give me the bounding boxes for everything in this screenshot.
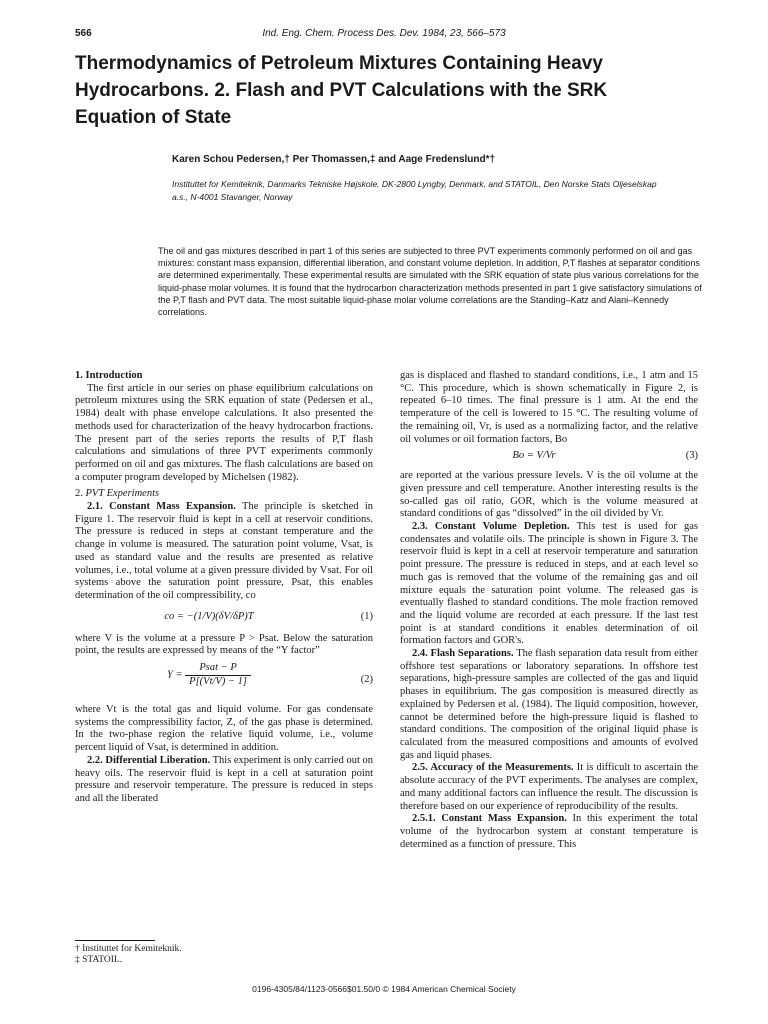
paragraph-text: It is difficult to ascertain the absolute accuracy of the PVT experiments. The analyses are complex, and many additional factors can influence the result. The discussion is therefore based on our experience of reproducibility of the results.: [400, 762, 699, 812]
left-column: [75, 370, 373, 806]
footnote-rule: [75, 940, 155, 941]
author-list: Karen Schou Pedersen,† Per Thomassen,‡ and Aage Fredenslund*†: [172, 154, 496, 165]
right-column: [400, 370, 698, 851]
footnote: † Instituttet for Kemiteknik.: [75, 944, 182, 954]
fraction-denominator: P[(Vt/V) − 1]: [189, 675, 247, 687]
subsection-heading: 2.4. Flash Separations.: [412, 648, 514, 660]
paragraph-text: This experiment is only carried out on heavy oils. The reservoir fluid is kept in a cell at saturation point pressure and reservoir temperature. The pressure is reduced in steps and all the liberated: [75, 754, 373, 804]
subsection-heading: 2.3. Constant Volume Depletion.: [412, 521, 570, 533]
paragraph-2-3: [400, 521, 698, 648]
paragraph-2-1: [75, 501, 373, 603]
copyright-footer: 0196-4305/84/1123-0566$01.50/0 © 1984 American Chemical Society: [252, 984, 516, 994]
equation-lhs: Y =: [166, 669, 183, 681]
paragraph-continued: gas is displaced and flashed to standard conditions, i.e., 1 atm and 15 °C. This procedure, which is shown schematically in Figure 2, is repeated 6–10 times. The final pressure is 1 atm. At the end the temperature of the cell is lowered to 15 °C. The resulting volume of the remaining oil, Vr, is used as a normalizing factor, and the relative oil volumes or oil formation factors, Bo: [400, 370, 698, 445]
running-header: [75, 28, 693, 44]
equation-number: (1): [360, 610, 373, 622]
equation-expression: [75, 662, 343, 688]
paragraph-text: The principle is sketched in Figure 1. The reservoir fluid is kept in a cell at reservoir conditions. The pressure is reduced in steps at constant temperature and the change in volume is measured. The saturation point volume, Vsat, is used as standard value and the results are presented as relative volumes, i.e., total volume at a given pressure divided by Vsat. For oil systems above the saturation point pressure, Psat, this enables determination of the oil compressibility, co: [75, 501, 373, 601]
fraction-numerator: Psat − P: [185, 662, 251, 676]
subsection-heading: 2.5. Accuracy of the Measurements.: [412, 762, 574, 774]
section-heading-introduction: 1. Introduction: [75, 370, 143, 381]
paragraph-2-4: [400, 648, 698, 762]
section-title: PVT Experiments: [85, 488, 160, 500]
intro-paragraph: The first article in our series on phase equilibrium calculations on petroleum mixtures using the SRK equation of state (Pedersen et al., 1984) dealt with phase envelope calculations. It also presented the methods used for characterization of the heavy hydrocarbon fractions. The present part of the series reports the results of P,T flash calculations and simulations of three PVT experiments commonly performed on oil and gas mixtures. The flash calculations are based on a computer program developed by Michelsen (1982).: [75, 382, 373, 483]
footnote: ‡ STATOIL.: [75, 955, 123, 965]
paragraph-after-eq1: where V is the volume at a pressure P > Psat. Below the saturation point, the results are expressed by means of the “Y factor”: [75, 632, 373, 657]
article-title: Thermodynamics of Petroleum Mixtures Containing Heavy Hydrocarbons. 2. Flash and PVT Calculations with the SRK Equation of State: [75, 53, 608, 128]
section-number: 2.: [75, 488, 83, 500]
section-heading-pvt: [75, 488, 373, 501]
paragraph-after-eq3: are reported at the various pressure levels. V is the oil volume at the given pressure and cell temperature. Another interesting results is the so-called gas oil ratio, GOR, which is the volume measured at standard conditions of gas “dissolved” in the oil divided by Vr.: [400, 470, 698, 520]
equation-1: [75, 603, 373, 633]
equation-fraction: [185, 662, 251, 688]
subsection-heading: 2.5.1. Constant Mass Expansion.: [412, 813, 567, 825]
equation-number: (2): [360, 674, 373, 686]
paragraph-text: In this experiment the total volume of the hydrocarbon system at constant temperature is determined as a function of pressure. This: [400, 813, 699, 850]
journal-citation: Ind. Eng. Chem. Process Des. Dev. 1984, 23, 566–573: [262, 28, 506, 39]
equation-expression: co = −(1/V)(δV/δP)T: [164, 610, 254, 622]
paragraph-text: This test is used for gas condensates and volatile oils. The principle is shown in Figure 3. The reservoir fluid is kept in a cell at reservoir temperature and saturation point pressure. The pressure is reduced in steps, and at each level so much gas is removed that the volume of the remaining gas and oil mixture equals the saturation point volume. The released gas is eventually flashed to standard conditions. The mole fraction removed and the liquid volume are recorded at each pressure. If the last test point is at standard conditions it enables determination of oil formation factors and GOR's.: [400, 521, 698, 647]
paragraph-text: The flash separation data result from either offshore test separations or laboratory separations. In offshore test separations, high-pressure samples are collected of the gas and liquid phases in equilibrium. The gas composition is measured directly as explained by Pedersen et al. (1984). The liquid composition, however, cannot be determined before the high-pressure liquid is flashed to standard conditions. The composition of the original liquid phase is calculated from the measured compositions and amounts of evolved gas and liquid phases.: [400, 648, 698, 761]
equation-3: [400, 446, 698, 470]
paragraph-2-5: [400, 762, 698, 813]
subsection-heading: 2.1. Constant Mass Expansion.: [87, 501, 236, 513]
footnotes: [75, 944, 373, 966]
affiliation: Instituttet for Kemiteknik, Danmarks Tekniske Højskole, DK-2800 Lyngby, Denmark, and STATOIL, Den Norske Stats Oljeselskap a.s., N-4001 Stavanger, Norway: [172, 179, 657, 202]
abstract: The oil and gas mixtures described in part 1 of this series are subjected to three PVT experiments commonly performed on oil and gas mixtures: constant mass expansion, differential liberation, and constant volume depletion. In addition, P,T flashes at separator conditions are determined experimentally. These experimental results are simulated with the SRK equation of state plus various correlations for the liquid-phase molar volumes. It is found that the hydrocarbon characterization methods presented in part 1 give satisfactory simulations of the P,T flash and PVT data. The most suitable liquid-phase molar volume correlations are the Standing–Katz and Alani–Kennedy correlations.: [158, 246, 702, 318]
subsection-heading: 2.2. Differential Liberation.: [87, 754, 211, 766]
paragraph-2-2: [75, 755, 373, 806]
paragraph-after-eq2: where Vt is the total gas and liquid volume. For gas condensate systems the compressibility factor, Z, of the gas phase is determined. In the two-phase region the relative liquid volume, i.e., volume percent liquid of Vsat, is determined in addition.: [75, 704, 373, 754]
equation-number: (3): [685, 450, 698, 462]
equation-expression: Bo = V/Vr: [512, 450, 556, 462]
page-number: 566: [75, 28, 92, 39]
equation-2: [75, 658, 373, 704]
paragraph-2-5-1: [400, 813, 698, 851]
